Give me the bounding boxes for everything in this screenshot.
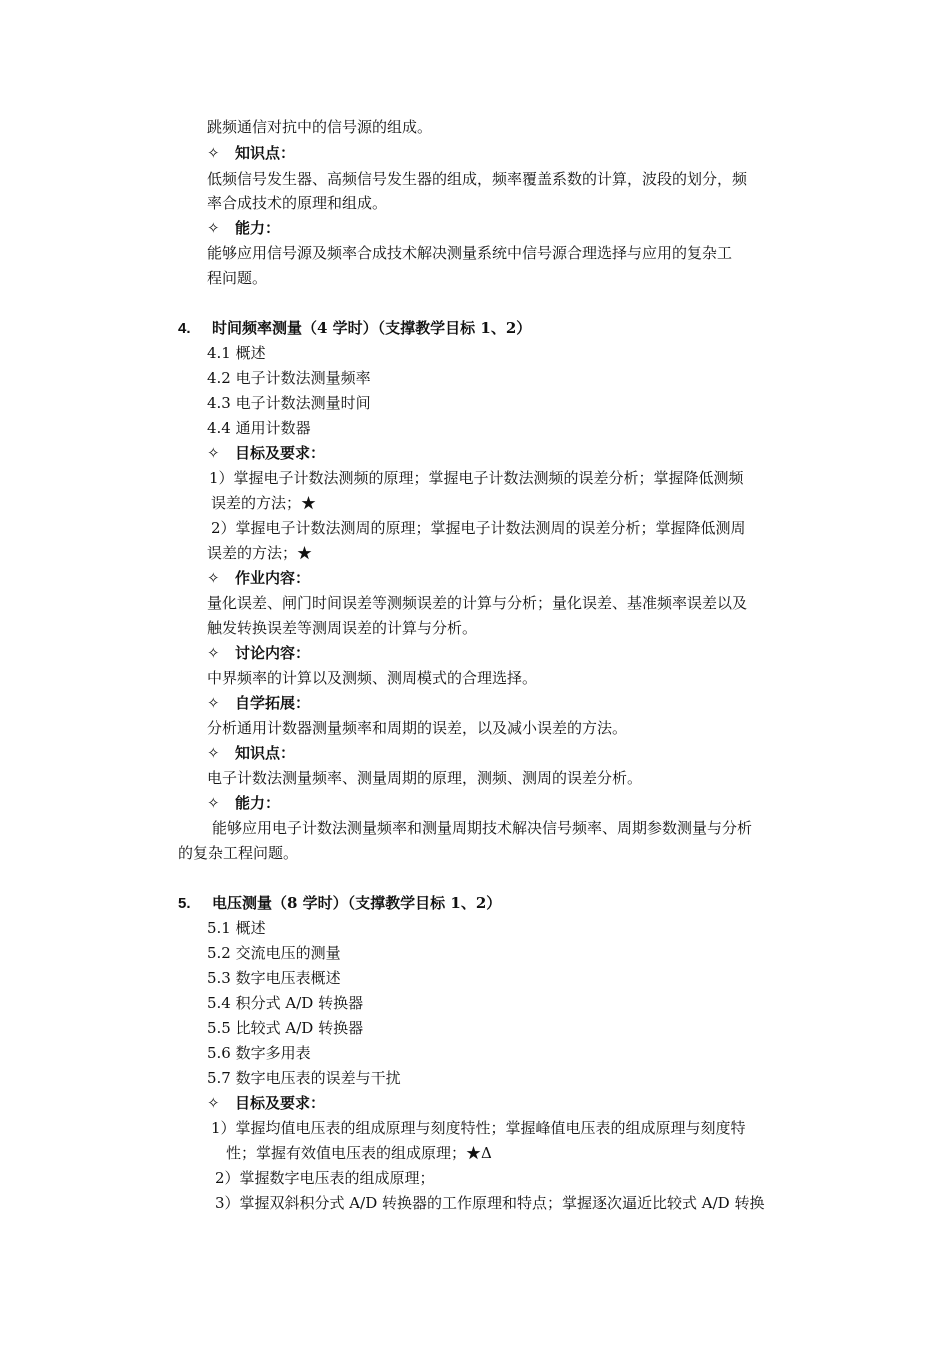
paragraph-line: 的复杂工程问题。 [178,844,299,862]
paragraph-line: 3）掌握双斜积分式 A/D 转换器的工作原理和特点；掌握逐次逼近比较式 A/D 转换 [215,1194,765,1212]
diamond-bullet-icon: ✧ [207,219,220,237]
paragraph-line: 中界频率的计算以及测频、测周模式的合理选择。 [207,669,538,687]
section-number: 4. [178,320,191,337]
homework-heading [207,568,310,588]
paragraph-line: 误差的方法；★ [207,544,313,562]
ability-label: 能力： [235,219,281,237]
goals-label: 目标及要求： [235,1094,326,1112]
goals-label: 目标及要求： [235,444,326,462]
knowledge-heading [207,143,295,163]
paragraph-line: 2）掌握电子计数法测周的原理；掌握电子计数法测周的误差分析；掌握降低测周 [211,519,746,537]
knowledge-heading [207,743,295,763]
section-4-heading [178,318,531,339]
diamond-bullet-icon: ✧ [207,444,220,462]
section-5-heading [178,893,501,914]
goals-heading [207,443,325,463]
section-title: 时间频率测量（4 学时）（支撑教学目标 1、2） [212,319,532,337]
diamond-bullet-icon: ✧ [207,744,220,762]
diamond-bullet-icon: ✧ [207,794,220,812]
diamond-bullet-icon: ✧ [207,644,220,662]
discussion-heading [207,643,310,663]
ability-label: 能力： [235,794,281,812]
selfstudy-label: 自学拓展： [235,694,311,712]
list-item: 5.3 数字电压表概述 [207,969,341,987]
paragraph-line: 触发转换误差等测周误差的计算与分析。 [207,619,478,637]
paragraph-line: 性；掌握有效值电压表的组成原理；★Δ [226,1144,492,1162]
list-item: 4.2 电子计数法测量频率 [207,369,371,387]
list-item: 5.5 比较式 A/D 转换器 [207,1019,364,1037]
list-item: 5.1 概述 [207,919,266,937]
paragraph-line: 跳频通信对抗中的信号源的组成。 [207,118,433,136]
section-title: 电压测量（8 学时）（支撑教学目标 1、2） [212,894,502,912]
paragraph-line: 能够应用信号源及频率合成技术解决测量系统中信号源合理选择与应用的复杂工 [207,244,733,262]
paragraph-line: 分析通用计数器测量频率和周期的误差，以及减小误差的方法。 [207,719,628,737]
ability-heading [207,793,280,813]
paragraph-line: 率合成技术的原理和组成。 [207,194,388,212]
list-item: 4.4 通用计数器 [207,419,311,437]
diamond-bullet-icon: ✧ [207,569,220,587]
selfstudy-heading [207,693,310,713]
knowledge-label: 知识点： [235,744,296,762]
homework-label: 作业内容： [235,569,311,587]
list-item: 5.6 数字多用表 [207,1044,311,1062]
paragraph-line: 低频信号发生器、高频信号发生器的组成，频率覆盖系数的计算，波段的划分，频 [207,170,748,188]
list-item: 5.2 交流电压的测量 [207,944,341,962]
ability-heading [207,218,280,238]
paragraph-line: 1）掌握均值电压表的组成原理与刻度特性；掌握峰值电压表的组成原理与刻度特 [211,1119,746,1137]
paragraph-line: 误差的方法；★ [211,494,317,512]
discussion-label: 讨论内容： [235,644,311,662]
list-item: 5.4 积分式 A/D 转换器 [207,994,364,1012]
goals-heading [207,1093,325,1113]
section-number: 5. [178,895,191,912]
list-item: 5.7 数字电压表的误差与干扰 [207,1069,401,1087]
paragraph-line: 能够应用电子计数法测量频率和测量周期技术解决信号频率、周期参数测量与分析 [212,819,753,837]
paragraph-line: 电子计数法测量频率、测量周期的原理，测频、测周的误差分析。 [207,769,643,787]
knowledge-label: 知识点： [235,144,296,162]
list-item: 4.3 电子计数法测量时间 [207,394,371,412]
paragraph-line: 2）掌握数字电压表的组成原理； [215,1169,435,1187]
paragraph-line: 量化误差、闸门时间误差等测频误差的计算与分析；量化误差、基准频率误差以及 [207,594,748,612]
paragraph-line: 程问题。 [207,269,268,287]
paragraph-line: 1）掌握电子计数法测频的原理；掌握电子计数法测频的误差分析；掌握降低测频 [209,469,744,487]
diamond-bullet-icon: ✧ [207,1094,220,1112]
diamond-bullet-icon: ✧ [207,144,220,162]
list-item: 4.1 概述 [207,344,266,362]
diamond-bullet-icon: ✧ [207,694,220,712]
